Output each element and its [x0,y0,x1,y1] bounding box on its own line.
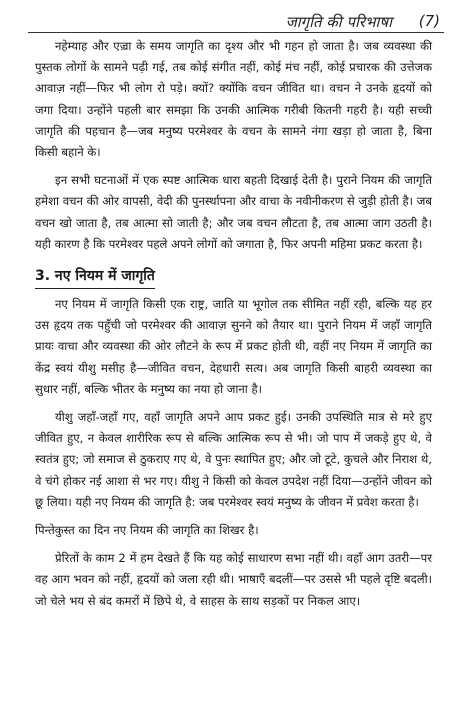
header-divider [28,32,444,33]
running-head [0,6,452,32]
section-heading-underline [35,288,155,289]
page-body [35,36,432,619]
paragraph: नहेम्याह और एज़्रा के समय जागृति का दृश्य और भी गहन हो जाता है। जब व्यवस्था की पुस्तक लोगों के सामने पढ़ी गई, तब कोई संगीत नहीं, कोई मंच नहीं, कोई प्रचारक की उत्तेजक आवाज़ नहीं—फिर भी लोग रो पड़े। क्यों? क्योंकि वचन जीवित था। वचन ने उनके हृदयों को जगा दिया। उन्होंने पहली बार समझा कि उनकी आत्मिक गरीबी कितनी गहरी है। यही सच्ची जागृति की पहचान है—जब मनुष्य परमेश्वर के वचन के सामने नंगा खड़ा हो जाता है, बिना किसी बहाने के। [35,39,432,160]
paragraph-flush: पिन्तेकुस्त का दिन नए नियम की जागृति का शिखर है। [35,523,259,538]
page-number: (7) [418,12,440,30]
section-heading [35,266,155,289]
paragraph: यीशु जहाँ-जहाँ गए, वहाँ जागृति अपने आप प्रकट हुई। उनकी उपस्थिति मात्र से मरे हुए जीवित हुए, न केवल शारीरिक रूप से बल्कि आत्मिक रूप से भी। जो पाप में जकड़े हुए थे, वे स्वतंत्र हुए; जो समाज से ठुकराए गए थे, वे पुनः स्थापित हुए; और जो टूटे, कुचले और निराश थे, वे चंगे होकर नई आशा से भर गए। यीशु ने किसी को केवल उपदेश नहीं दिया—उन्होंने जीवन को छू लिया। यही नए नियम की जागृति है: जब परमेश्वर स्वयं मनुष्य के जीवन में प्रवेश करता है। [35,410,432,509]
paragraph: नए नियम में जागृति किसी एक राष्ट्र, जाति या भूगोल तक सीमित नहीं रही, बल्कि यह हर उस हृदय तक पहुँची जो परमेश्वर की आवाज़ सुनने को तैयार था। पुराने नियम में जहाँ जागृति प्रायः वाचा और व्यवस्था की ओर लौटने के रूप में प्रकट होती थी, वहीं नए नियम में जागृति का केंद्र स्वयं यीशु मसीह है—जीवित वचन, देहधारी सत्य। अब जागृति किसी बाहरी व्यवस्था का सुधार नहीं, बल्कि भीतर के मनुष्य का नया हो जाना है। [35,297,432,396]
section-heading-text: 3. नए नियम में जागृति [35,268,155,285]
running-head-title: जागृति की परिभाषा [285,13,392,31]
paragraph: प्रेरितों के काम 2 में हम देखते हैं कि यह कोई साधारण सभा नहीं थी। वहाँ आग उतरी—पर वह आग भवन को नहीं, हृदयों को जला रही थी। भाषाएँ बदलीं—पर उससे भी पहले दृष्टि बदली। जो चेले भय से बंद कमरों में छिपे थे, वे साहस के साथ सड़कों पर निकल आए। [35,551,432,608]
paragraph: इन सभी घटनाओं में एक स्पष्ट आत्मिक धारा बहती दिखाई देती है। पुराने नियम की जागृति हमेशा वचन की ओर वापसी, वेदी की पुनर्स्थापना और वाचा के नवीनीकरण से जुड़ी होती है। जब वचन खो जाता है, तब आत्मा सो जाती है; और जब वचन लौटता है, तब आत्मा जाग उठती है। यही कारण है कि परमेश्वर पहले अपने लोगों को जगाता है, फिर अपनी महिमा प्रकट करता है। [35,173,432,251]
